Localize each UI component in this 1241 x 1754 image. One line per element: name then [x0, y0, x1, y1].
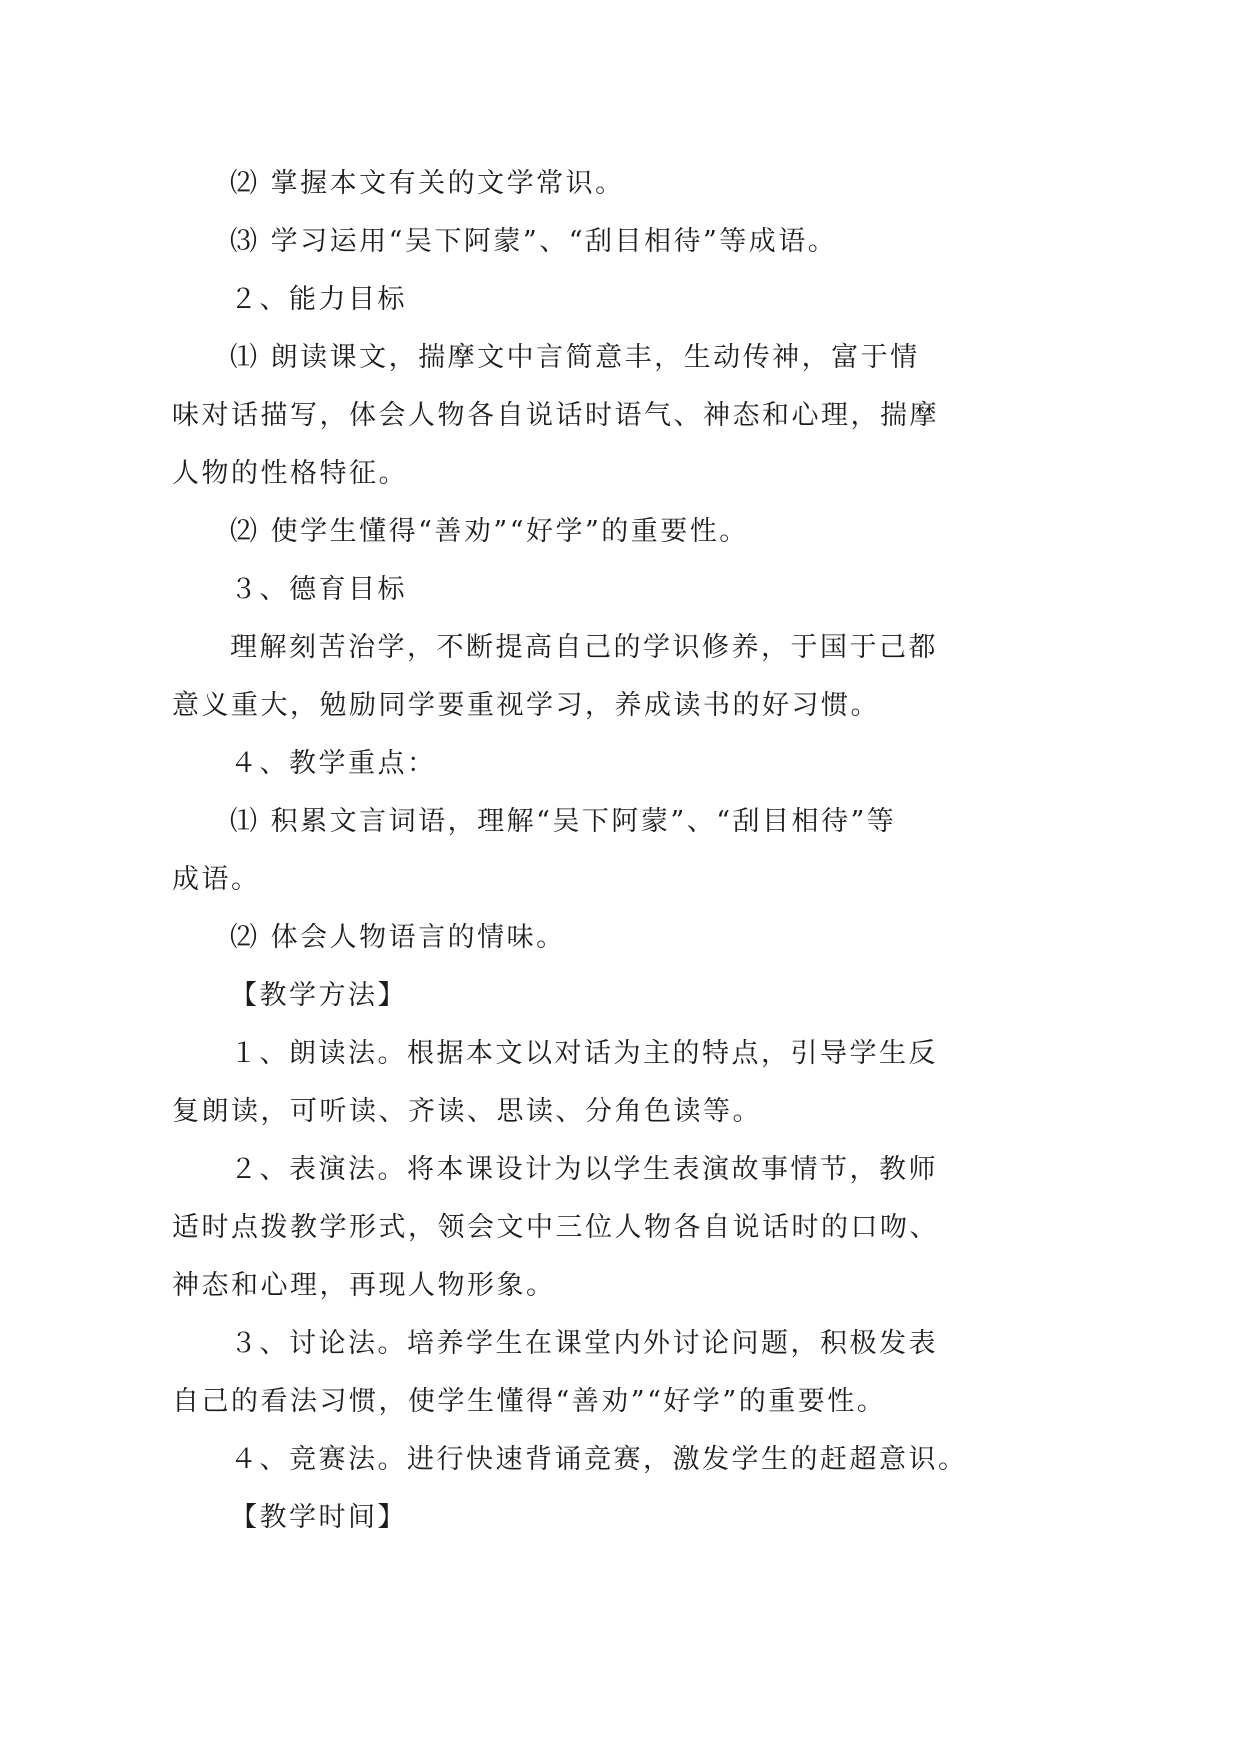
- method-item: ２、表演法。将本课设计为以学生表演故事情节，教师: [230, 1154, 938, 1185]
- objective-item: ⑴ 朗读课文，揣摩文中言简意丰，生动传神，富于情: [230, 342, 920, 373]
- section-heading: 【教学时间】: [230, 1502, 407, 1533]
- paragraph-line: 意义重大，勉励同学要重视学习，养成读书的好习惯。: [172, 690, 880, 721]
- objective-item: ⑵ 掌握本文有关的文学常识。: [230, 168, 625, 199]
- objective-item-continuation: 人物的性格特征。: [172, 458, 408, 489]
- method-item-continuation: 自己的看法习惯，使学生懂得“善劝”“好学”的重要性。: [172, 1386, 887, 1417]
- objective-item: ⑶ 学习运用“吴下阿蒙”、“刮目相待”等成语。: [230, 226, 838, 257]
- section-heading: 【教学方法】: [230, 980, 407, 1011]
- key-point-item: ⑴ 积累文言词语，理解“吴下阿蒙”、“刮目相待”等: [230, 806, 897, 837]
- objective-item: ⑵ 使学生懂得“善劝”“好学”的重要性。: [230, 516, 749, 547]
- method-item: １、朗读法。根据本文以对话为主的特点，引导学生反: [230, 1038, 938, 1069]
- subsection-heading: ３、德育目标: [230, 574, 407, 605]
- method-item-continuation: 神态和心理，再现人物形象。: [172, 1270, 556, 1301]
- document-body: [172, 155, 1132, 1547]
- method-item-continuation: 适时点拨教学形式，领会文中三位人物各自说话时的口吻、: [172, 1212, 939, 1243]
- method-item-continuation: 复朗读，可听读、齐读、思读、分角色读等。: [172, 1096, 762, 1127]
- method-item: ４、竞赛法。进行快速背诵竞赛，激发学生的赶超意识。: [230, 1444, 968, 1475]
- subsection-heading: ４、教学重点：: [230, 748, 437, 779]
- key-point-item-continuation: 成语。: [172, 864, 261, 895]
- subsection-heading: ２、能力目标: [230, 284, 407, 315]
- method-item: ３、讨论法。培养学生在课堂内外讨论问题，积极发表: [230, 1328, 938, 1359]
- paragraph-line: 理解刻苦治学，不断提高自己的学识修养，于国于己都: [230, 632, 938, 663]
- key-point-item: ⑵ 体会人物语言的情味。: [230, 922, 566, 953]
- objective-item-continuation: 味对话描写，体会人物各自说话时语气、神态和心理，揣摩: [172, 400, 939, 431]
